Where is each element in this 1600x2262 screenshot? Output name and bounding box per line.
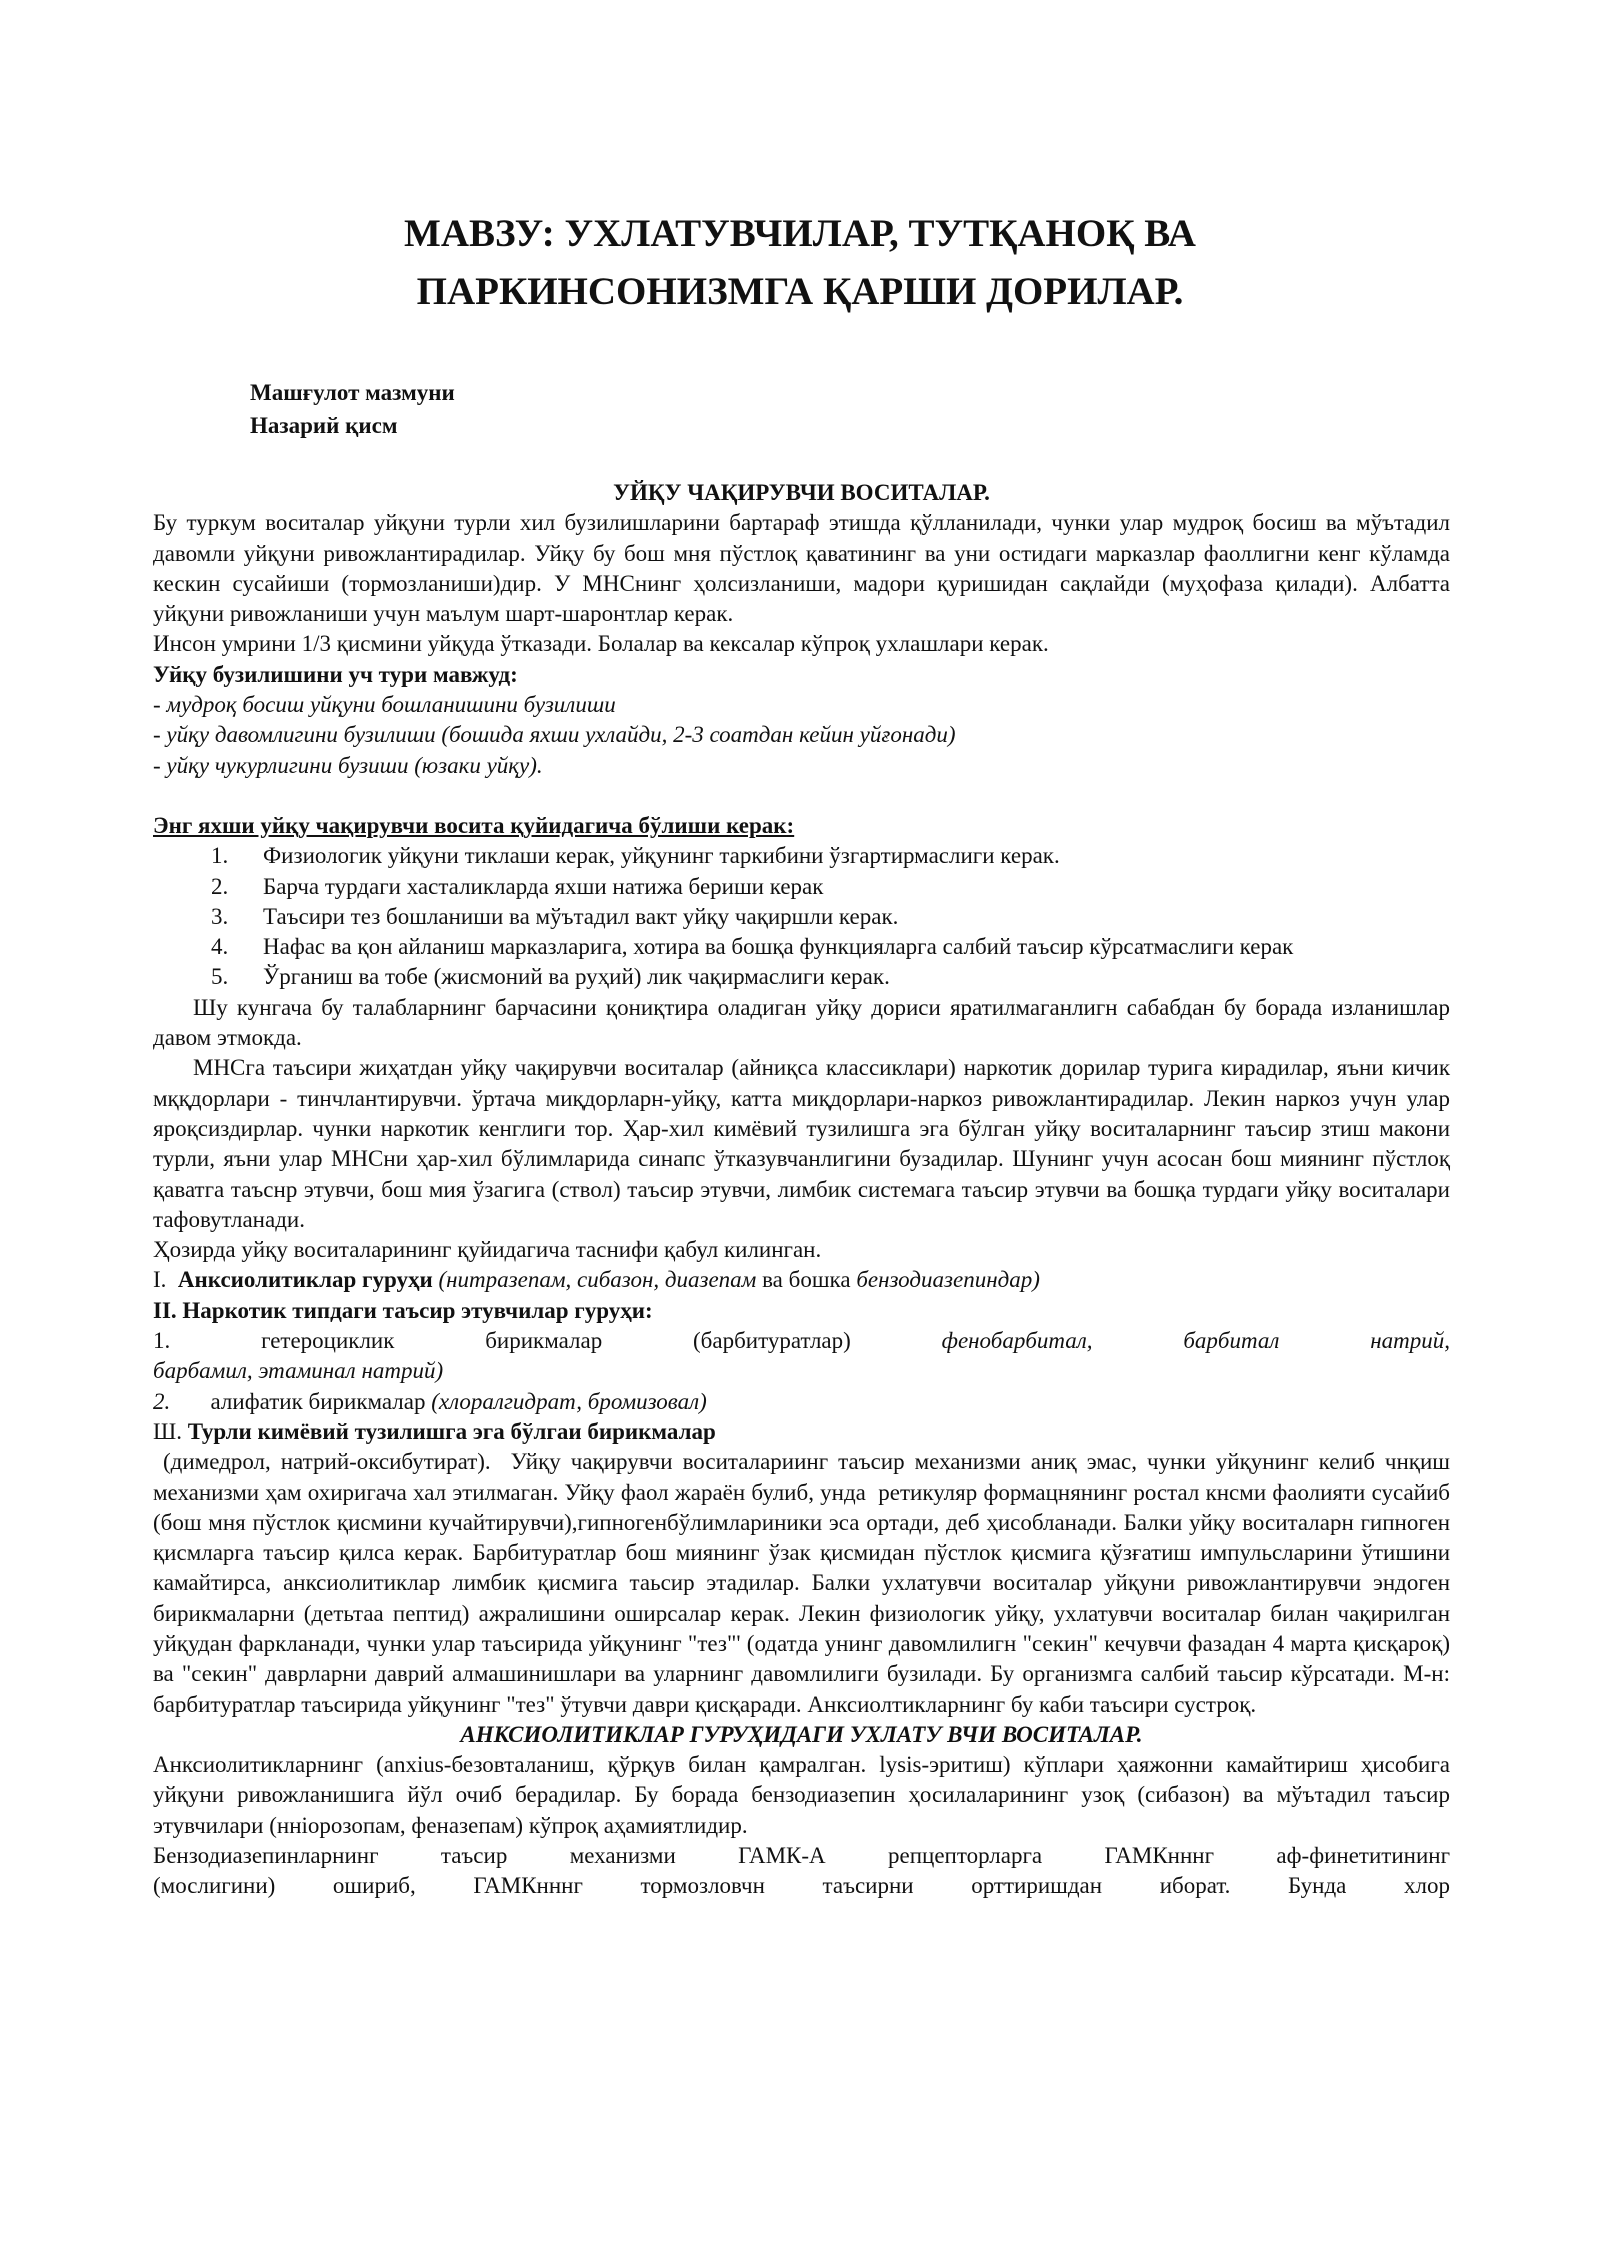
paragraph-search: Шу кунгача бу талабларнинг барчасини қониқтира оладиган уйқу дориси яратилмаганлигн сабабдан бу борада изланишлар давом этмокда. — [153, 994, 1450, 1051]
class-group-1-drugs: (нитразепам, сибазон, диазепам — [438, 1267, 757, 1293]
criteria-item-text: Барча турдаги хасталикларда яхши натижа бериши керак — [263, 873, 824, 899]
paragraph-classification-intro: Ҳозирда уйқу воситаларининг қуйидагича таснифи қабул килинган. — [153, 1237, 822, 1263]
document-title — [160, 205, 1440, 321]
paragraph-cns-effect: МНСга таъсири жиҳатдан уйқу чақирувчи воситалар (айниқса классиклари) наркотик дорилар турига кирадилар, яъни кичик мққдорлари - тинчлантирувчи. ўртача миқдорларн-уйқу, катта миқдорлари-наркоз ривожлантирадилар. Лекин наркоз учун улар яроқсиздирлар. чунки наркотик кенглиги тор. Ҳар-хил кимёвий тузилишга эга бўлган уйқу воситаларнинг таъсир зтиш макони турли, яъни улар МНСни ҳар-хил бўлимларида синапс ўтказувчанлигини бузадилар. Шунинг учун асосан бош миянинг пўстлоқ қаватга таъснр этувчи, бош мия ўзагига (ствол) таъсир этувчи, лимбик системага таъсир этувчи ва бошқа турдаги уйқу воситалари тафовутланади. — [153, 1055, 1450, 1232]
criteria-item-text: Нафас ва қон айланиш марказларига, хотира ва бошқа функцияларга салбий таъсир кўрсатмаслиги керак — [263, 934, 1294, 960]
class-group-2-1-drugs: фенобарбитал, барбитал натрий, — [941, 1328, 1451, 1354]
criteria-item — [153, 902, 1450, 932]
document-body — [153, 478, 1456, 1902]
criteria-item-number: 2. — [211, 873, 229, 899]
class-group-1-mid: ва бошка — [756, 1267, 857, 1293]
class-group-2-1-name: гетероциклик бирикмалар (барбитуратлар) — [261, 1328, 851, 1354]
class-group-3-name: Турли кимёвий тузилишга эга бўлгаи бирикмалар — [187, 1418, 716, 1444]
class-group-2: II. Наркотик типдаги таъсир этувчилар гуруҳи: — [153, 1297, 653, 1323]
paragraph-anxiolytics: Анксиолитикларнинг (anxius-безовталаниш, қўрқув билан қамралган. lysis-эритиш) кўплари ҳаяжонни камайтириш ҳисобига уйқуни ривожланишига йўл очиб берадилар. Бу борада бензодиазепин ҳосилаларининг узоқ (сибазон) ва мўътадил таъсир этувчилари (нніорозопам, феназепам) кўпроқ аҳамиятлидир. — [153, 1752, 1450, 1838]
subheading-theory: Назарий қисм — [250, 413, 398, 438]
sleep-disorder-type: - мудроқ босиш уйқуни бошланишини бузилиши — [153, 692, 616, 718]
criteria-item — [153, 841, 1450, 871]
class-group-2-1-line2: барбамил, этаминал натрий) — [153, 1358, 444, 1384]
criteria-item-number: 4. — [211, 934, 229, 960]
criteria-item-number: 5. — [211, 964, 229, 990]
class-group-2-1-number: 1. — [153, 1328, 171, 1354]
criteria-heading — [153, 811, 1450, 841]
criteria-item — [153, 872, 1450, 902]
class-group-3-number: Ш. — [153, 1418, 182, 1444]
class-group-2-2-name: алифатик бирикмалар — [210, 1388, 426, 1414]
criteria-item — [153, 932, 1450, 962]
paragraph-benzodiazepine-line1: Бензодиазепинларнинг таъсир механизми ГАМК-А репцепторларга ГАМКнннг аф-финетитининг — [153, 1843, 1450, 1869]
class-group-1-name: Анксиолитиклар гуруҳи — [177, 1267, 433, 1293]
title-line-2: ПАРКИНСОНИЗМГА ҚАРШИ ДОРИЛАР. — [416, 270, 1184, 313]
criteria-heading-text: Энг яхши уйқу чақирувчи восита қуйидагича бўлиши керак — [153, 812, 787, 838]
paragraph-sleep-intro: Бу туркум воситалар уйқуни турли хил бузилишларини бартараф этишда қўлланилади, чунки улар мудроқ босиш ва мўътадил давомли уйқуни ривожлантирадилар. Уйқу бу бош мня пўстлоқ қаватининг ва уни остидаги марказлар фаоллигни кенг кўламда кескин сусайиши (тормозланиши)дир. У МНСнинг ҳолсизланиши, мадори қуришидан сақлайди (муҳофаза қилади). Албатта уйқуни ривожланиши учун маълум шарт-шаронтлар керак. — [153, 510, 1450, 627]
paragraph-sleep-third: Инсон умрини 1/3 қисмини уйқуда ўтказади. Болалар ва кексалар кўпроқ ухлашлари керак. — [153, 631, 1049, 657]
subheading-content: Машғулот мазмуни — [250, 380, 455, 405]
paragraph-mechanism: (димедрол, натрий-оксибутират). Уйқу чақирувчи воситалариинг таъсир механизми аниқ эмас, чунки уйқунинг келиб чнқиш механизми ҳам охиригача хал этилмаган. Уйқу фаол жараён булиб, унда ретикуляр формацнянинг ростал кнсми фаолияти сусайиб (бош мня пўстлок қисмини кучайтирувчи),гипногенбўлимлариники эса ортади, деб ҳисобланади. Балки уйқу воситаларн гипноген қисмларга таъсир қилса керак. Барбитуратлар бош миянинг ўзак қисмидан пўстлок қисмига қўзғатиш импульсларини ўтишини камайтирса, анксиолитиклар лимбик қисмига таьсир этадилар. Балки ухлатувчи воситалар уйқуни ривожлантирувчи эндоген бирикмаларни (детьтаа пептид) ажралишини оширсалар керак. Лекин физиологик уйқу, ухлатувчи воситалар билан чақирилган уйқудан фаркланади, чунки улар таъсирида уйқунинг "тез"' (одатда унинг давомлилигн "секин" кечувчи фазадан 4 марта қисқароқ) ва "секин" даврларни даврий алмашинишлари ва уларнинг давомлилиги бузилади. Бу организмга салбий таьсир кўрсатади. М-н: барбитуратлар таъсирида уйқунинг "тез" ўтувчи даври қисқаради. Анксиолтикларнинг бу каби таъсири сустроқ. — [153, 1449, 1456, 1717]
sleep-disorder-type: - уйқу давомлигини бузилиши (бошида яхши ухлайди, 2-3 соатдан кейин уйғонади) — [153, 722, 956, 748]
class-group-2-2-drugs: (хлоралгидрат, бромизовал) — [431, 1388, 707, 1414]
criteria-item-text: Таъсири тез бошланиши ва мўътадил вакт уйқу чақиршли керак. — [263, 903, 899, 929]
criteria-item-text: Ўрганиш ва тобе (жисмоний ва руҳий) лик чақирмаслиги керак. — [263, 964, 890, 990]
sleep-disorder-type: - уйқу чукурлигини бузиши (юзаки уйқу). — [153, 752, 543, 778]
criteria-item-number: 3. — [211, 903, 229, 929]
criteria-item — [153, 962, 1450, 992]
title-line-1: МАВЗУ: УХЛАТУВЧИЛАР, ТУТҚАНОҚ ВА — [404, 212, 1196, 255]
class-group-1-tail: бензодиазепиндар) — [856, 1267, 1040, 1293]
class-group-1 — [153, 1265, 1450, 1295]
class-group-2-2 — [153, 1387, 1450, 1417]
class-group-1-number: I. — [153, 1267, 167, 1293]
class-group-2-2-number: 2. — [153, 1388, 171, 1414]
section-heading-sleep-agents: УЙҚУ ЧАҚИРУВЧИ ВОСИТАЛАР. — [613, 480, 990, 505]
sleep-disorder-types-heading: Уйқу бузилишини уч тури мавжуд: — [153, 661, 518, 687]
criteria-item-number: 1. — [211, 843, 229, 869]
class-group-2-1-line1 — [153, 1326, 1450, 1356]
spacer — [153, 781, 1450, 811]
criteria-list — [153, 841, 1450, 992]
section-heading-anxiolytics: АНКСИОЛИТИКЛАР ГУРУҲИДАГИ УХЛАТУ ВЧИ ВОСИТАЛАР. — [460, 1721, 1143, 1747]
paragraph-benzodiazepine-line2: (мослигини) ошириб, ГАМКнннг тормозловчн таъсирни орттиришдан иборат. Бунда хлор — [153, 1873, 1450, 1899]
class-group-3 — [153, 1417, 1450, 1447]
criteria-heading-colon: : — [786, 812, 795, 838]
criteria-item-text: Физиологик уйқуни тиклаши керак, уйқунинг таркибини ўзгартирмаслиги керак. — [263, 843, 1060, 869]
